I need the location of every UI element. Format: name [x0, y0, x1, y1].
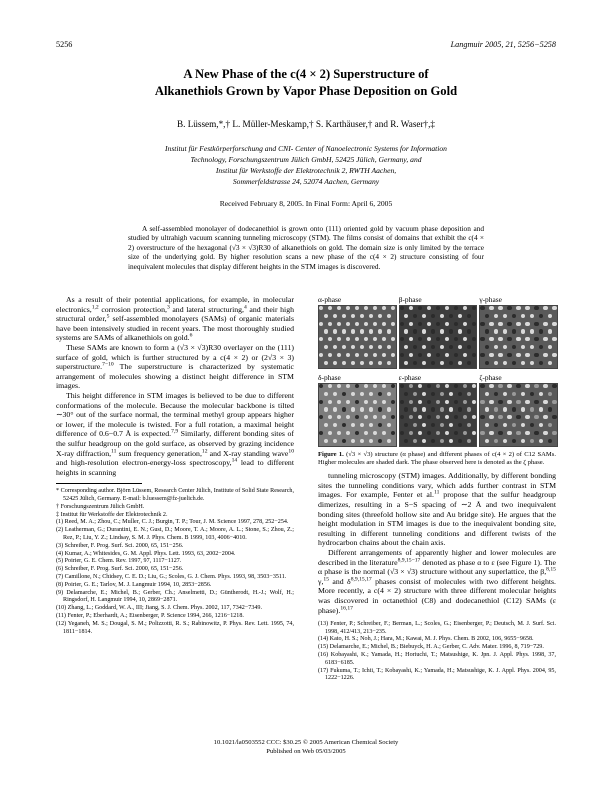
- footnote: (3) Schreiber, F. Prog. Surf. Sci. 2000, 65, 151−256.: [56, 542, 184, 549]
- footnote: (5) Poirier, G. E. Chem. Rev. 1997, 97, 1117−1127.: [56, 558, 182, 565]
- affiliation-block: [56, 143, 556, 187]
- stm-panel: [318, 373, 395, 447]
- title-block: [56, 66, 556, 208]
- footnote: (9) Delamarche, E.; Michel, B.; Gerber, Ch.; Anselmetti, D.; Güntherodt, H.-J.; Wolf, H.; Ringsdorf, H. Langmuir 1994, 10, 2869−2871.: [56, 590, 294, 604]
- footnote: (6) Schreiber, F. Prog. Surf. Sci. 2000, 65, 151−256.: [56, 566, 184, 573]
- molecule-dots: [319, 306, 396, 368]
- paragraph: As a result of their potential applications, for example, in molecular electronics,$^{1,2}$ corrosion protection,$^3$ and lateral structuring,$^4$ and their high structural order,$^5$ self-assembled monolayers (SAMs) of organic materials have been intensively studied in recent years. The most thoroughly studied systems are SAMs of alkanethiols on gold.$^6$: [56, 295, 295, 343]
- footnote: (16) Kobayashi, K.; Yamada, H.; Horiuchi, T.; Matsushige, K. Jpn. J. Appl. Phys. 1998, 37, 6183−6185.: [318, 652, 556, 666]
- footnote: (2) Leatherman, G.; Durantini, E. N.; Gust, D.; Moore, T. A.; Moore, A. L.; Stone, S.; Zhou, Z.; Rez, P.; Liu, Y. Z.; Lindsay, S. M. J. Phys. Chem. B 1999, 103, 4006−4010.: [56, 527, 294, 541]
- column-left: [56, 295, 294, 637]
- column-right: [318, 295, 556, 683]
- paragraph: These SAMs are known to form a (√3 × √3)R30 overlayer on the (111) surface of gold, which is further structured by a c(4 × 2) or (2√3 × 3) superstructure.$^{7-10}$ The superstructure is characterized by systematic arrangement of molecules showing a distinct height difference in STM images.: [56, 342, 294, 391]
- stm-panel-label: ζ-phase: [479, 373, 502, 382]
- article-title-line2: Alkanethiols Grown by Vapor Phase Deposition on Gold: [154, 84, 458, 98]
- stm-panel-label: γ-phase: [479, 295, 502, 304]
- authors-text: B. Lüssem,*,† L. Müller-Meskamp,† S. Karthäuser,† and R. Waser†,‡: [176, 119, 436, 129]
- received-dates: Received February 8, 2005. In Final Form: April 6, 2005: [219, 199, 393, 208]
- figure-caption-label: Figure 1.: [318, 451, 344, 458]
- stm-image-alpha: [318, 305, 397, 369]
- author-list: [56, 119, 556, 129]
- publication-line: Published on Web 05/03/2005: [266, 747, 346, 755]
- stm-panel: [318, 295, 395, 369]
- molecule-dots: [319, 384, 396, 446]
- footnotes-left: [56, 488, 294, 636]
- figure-caption: [318, 451, 556, 467]
- footnote: (7) Camillone, N.; Chidsey, C. E. D.; Liu, G.; Scoles, G. J. Chem. Phys. 1993, 98, 3503−3511.: [56, 574, 287, 581]
- stm-panel-label: α-phase: [318, 295, 342, 304]
- footnote: (1) Reed, M. A.; Zhou, C.; Muller, C. J.; Burgin, T. P.; Tour, J. M. Science 1997, 278, 252−254.: [56, 519, 289, 526]
- stm-panel: [479, 373, 556, 447]
- affiliation-line1: Institut für Festkörperforschung and CNI- Center of Nanoelectronic Systems for Information: [165, 144, 447, 153]
- stm-panel: [399, 295, 476, 369]
- footnote: (17) Fukuma, T.; Ichii, T.; Kobayashi, K.; Yamada, H.; Matsushige, K. J. Appl. Phys. 2004, 95, 1222−1226.: [318, 667, 556, 681]
- footnote: (8) Poirier, G. E.; Tarlov, M. J. Langmuir 1994, 10, 2853−2856.: [56, 582, 212, 589]
- footnote: * Corresponding author. Björn Lüssem, Research Center Jülich, Institute of Solid State Research, 52425 Jülich, Germany. E-mail: b.luessem@fz-juelich.de.: [56, 488, 294, 502]
- page-footer: [56, 739, 556, 756]
- paragraph: tunneling microscopy (STM) images. Additionally, by different bonding sites the tunneling conditions vary, which adds further contrast in STM images. For example, Fenter et al.$^{11}$ propose that the sulfur headgroup dimerizes, resulting in a S−S spacing of ∼2 Å and two inequivalent bonding sites (threefold hollow site and Au bridge site). He argues that the height modulation in STM images is due to the inequivalent bonding site, resulting in different tunneling conditions and different twists of the hydrocarbon chains about the chain axis.: [318, 471, 556, 548]
- stm-image-zeta: [479, 383, 558, 447]
- footnote: (4) Kumar, A.; Whitesides, G. M. Appl. Phys. Lett. 1993, 63, 2002−2004.: [56, 550, 236, 557]
- running-head: [56, 40, 556, 49]
- footnote: (15) Delamarche, E.; Michel, B.; Biebuyck, H. A.; Gerber, C. Adv. Mater. 1996, 8, 719−729.: [318, 644, 544, 651]
- footnotes-right: [318, 621, 556, 682]
- stm-image-beta: [399, 305, 478, 369]
- footnote: ‡ Institut für Werkstoffe der Elektrotechnik 2.: [56, 511, 168, 518]
- stm-panel: [399, 373, 476, 447]
- footnote-divider: [56, 483, 142, 484]
- footnote: (12) Yeganeh, M. S.; Dougal, S. M.; Polizzotti, R. S.; Rabinowitz, P. Phys. Rev. Lett. 1995, 74, 1811−1814.: [56, 621, 294, 635]
- doi-line: 10.1021/la0503552 CCC: $30.25 © 2005 American Chemical Society: [213, 739, 399, 747]
- footnote: (14) Kato, H. S.; Noh, J.; Hara, M.; Kawai, M. J. Phys. Chem. B 2002, 106, 9655−9658.: [318, 636, 534, 643]
- figure-1: [318, 295, 556, 467]
- article-title-line1: A New Phase of the c(4 × 2) Superstructure of: [183, 67, 429, 81]
- molecule-dots: [400, 384, 477, 446]
- page-folio: 5256: [56, 40, 73, 49]
- molecule-dots: [400, 306, 477, 368]
- stm-panel-grid: [318, 295, 556, 447]
- footnote: (11) Fenter, P.; Eberhardt, A.; Eisenberger, P. Science 1994, 266, 1216−1218.: [56, 613, 244, 620]
- journal-citation: Langmuir 2005, 21, 5256−5258: [450, 40, 556, 49]
- paragraph: Different arrangements of apparently higher and lower molecules are described in the literature$^{8,9,15-17}$ denoted as phase α to ε (see Figure 1). The α phase is the normal (√3 × √3) structure without any superlattice, the β,$^{8,15}$ γ,$^{15}$ and $\delta^{8,9,15,17}$ phases consist of molecules with two different heights. More recently, a c(4 × 2) structure with three different molecular heights was discovered in octanethiol (C8) and dodecanethiol (C12) SAMs (ε phase).$^{16,17}$: [318, 547, 557, 615]
- stm-panel-label: ε-phase: [398, 373, 422, 382]
- figure-caption-text: (√3 × √3) structure (α phase) and different phases of c(4 × 2) of C12 SAMs. Higher molecules are shaded dark. The phase observed here is denoted as the ζ phase.: [318, 451, 556, 467]
- stm-panel-label: β-phase: [398, 295, 422, 304]
- affiliation-line2: Technology, Forschungszentrum Jülich GmbH, 52425 Jülich, Germany, and: [190, 155, 422, 164]
- affiliation-line3: Institut für Werkstoffe der Elektrotechnik 2, RWTH Aachen,: [215, 166, 397, 175]
- page-title: [56, 66, 556, 100]
- footnote: (13) Fenter, P.; Schreiber, F.; Berman, L.; Scoles, G.; Eisenberger, P.; Deutsch, M. J. Surf. Sci. 1998, 412/413, 213−235.: [318, 621, 556, 635]
- affiliation-line4: Sommerfeldstrasse 24, 52074 Aachen, Germany: [232, 177, 380, 186]
- stm-panel-label: δ-phase: [318, 373, 341, 382]
- molecule-dots: [480, 384, 557, 446]
- paragraph: This height difference in STM images is believed to be due to different conformations of the molecule. Because the molecular backbone is tilted ∼30° out of the surface normal, the terminal methyl group appears higher or lower, if the molecule is twisted. For a full rotation, a maximal height difference of 0.6−0.7 Å is expected.$^{7,9}$ Similarly, different bonding sites of the sulfur headgroup on the gold surface, as observed by grazing incidence X-ray diffraction,$^{11}$ sum frequency generation,$^{12}$ and X-ray standing wave$^{10}$ and high-resolution electron-energy-loss spectroscopy,$^{14}$ lead to different heights in scanning: [56, 390, 294, 477]
- abstract-text: A self-assembled monolayer of dodecanethiol is grown onto (111) oriented gold by vacuum phase deposition and studied by ultrahigh vacuum scanning tunneling microscopy (STM). The films consist of domains that exhibit the c(4 × 2) overstructure of the hexagonal (√3 × √3)R30 of alkanethiols on gold. The domain size is only limited by the terrace size of the underlying gold. By higher resolution scans a new phase of the c(4 × 2) structure consisting of four inequivalent molecules that display different heights in the STM images is discovered.: [128, 224, 484, 271]
- stm-image-gamma: [479, 305, 558, 369]
- molecule-dots: [480, 306, 557, 368]
- abstract: [128, 224, 484, 271]
- stm-image-delta: [318, 383, 397, 447]
- stm-panel: [479, 295, 556, 369]
- stm-image-epsilon: [399, 383, 478, 447]
- footnote: † Forschungszentrum Jülich GmbH.: [56, 503, 145, 510]
- footnote: (10) Zhang, L.; Goddard, W. A., III; Jiang, S. J. Chem. Phys. 2002, 117, 7342−7349.: [56, 605, 262, 612]
